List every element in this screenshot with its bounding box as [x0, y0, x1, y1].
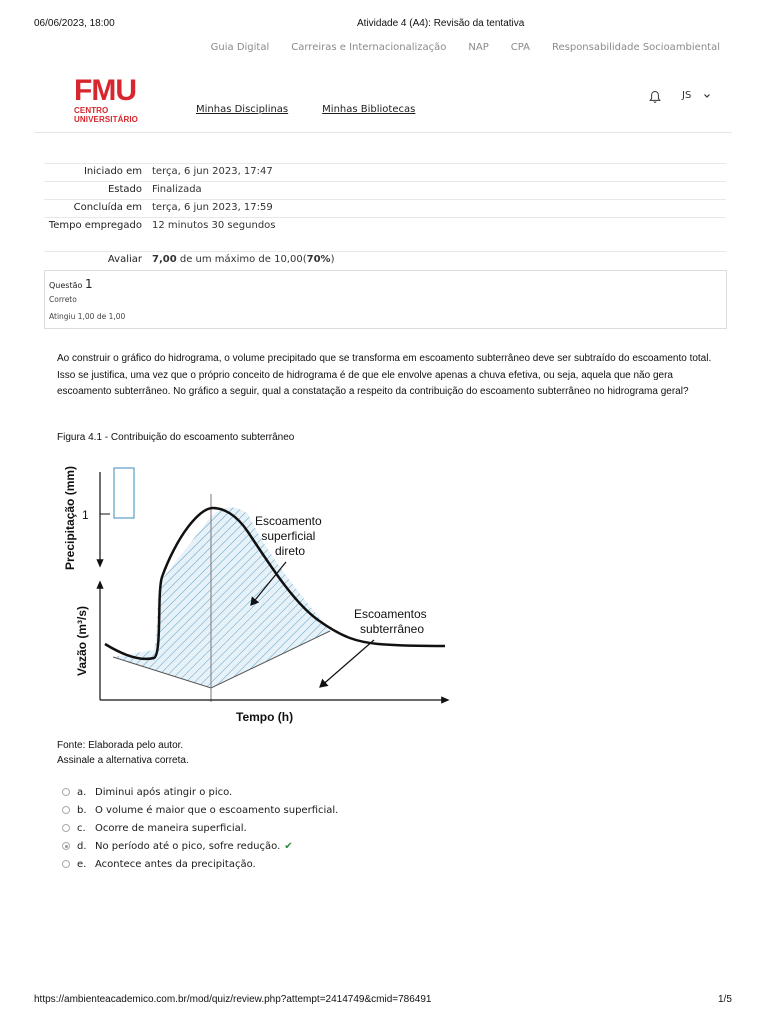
answer-text: No período até o pico, sofre redução.: [95, 840, 281, 852]
summary-label: Avaliar: [107, 254, 142, 265]
answer-options: [62, 783, 338, 873]
question-grade: Atingiu 1,00 de 1,00: [49, 312, 126, 321]
grade-end: ): [330, 254, 335, 265]
summary-value: 12 minutos 30 segundos: [152, 220, 276, 231]
link-responsabilidade[interactable]: Responsabilidade Socioambiental: [551, 42, 720, 53]
grade-percent: 70%: [306, 254, 331, 265]
radio-e[interactable]: [62, 860, 70, 868]
baseflow-label-line: Escoamentos: [353, 607, 427, 621]
baseflow-label: [354, 607, 430, 636]
instruction: Assinale a alternativa correta.: [57, 755, 189, 766]
link-cpa[interactable]: CPA: [510, 42, 530, 53]
summary-value: terça, 6 jun 2023, 17:59: [152, 202, 273, 213]
bell-icon[interactable]: [649, 90, 661, 104]
answer-letter: c.: [77, 822, 86, 834]
question-num: 1: [84, 277, 93, 291]
answer-text: Diminui após atingir o pico.: [95, 786, 233, 798]
precipitation-bar: [114, 468, 134, 518]
fmu-logo[interactable]: [74, 74, 166, 124]
baseflow-label-line: subterrâneo: [359, 622, 425, 636]
question-text: Ao construir o gráfico do hidrograma, o volume precipitado que se transforma em escoamento subterrâneo deve ser subtraído do escoamento total. Isso se justifica, uma vez que o próprio conceito de hidrograma é de que ele envolve apenas a chuva efetiva, ou seja, aquela que não gera escoamento subterrâneo. No gráfico a seguir, qual a constatação a respeito da contribuição do escoamento subterrâneo no hidrograma geral?: [57, 353, 712, 397]
answer-text: O volume é maior que o escoamento superficial.: [95, 804, 339, 816]
grade-score: 7,00: [152, 254, 177, 265]
direct-runoff-label-line: Escoamento: [254, 514, 322, 528]
print-url: https://ambienteacademico.com.br/mod/quiz/review.php?attempt=2414749&cmid=786491: [34, 994, 432, 1005]
top-links: [211, 42, 720, 53]
time-axis-label: Tempo (h): [236, 710, 294, 724]
link-guia-digital[interactable]: Guia Digital: [210, 42, 270, 53]
user-initials: JS: [682, 90, 692, 101]
summary-value: Finalizada: [152, 184, 202, 195]
check-icon: ✔: [284, 840, 293, 852]
answer-letter: b.: [77, 804, 87, 816]
figure-caption: Figura 4.1 - Contribuição do escoamento subterrâneo: [57, 432, 295, 443]
question-info: [44, 270, 727, 329]
direct-runoff-label-line: superficial: [261, 529, 316, 543]
answer-option-b[interactable]: [62, 801, 338, 819]
radio-d[interactable]: [62, 842, 70, 850]
summary-row-started: [44, 163, 726, 181]
radio-c[interactable]: [62, 824, 70, 832]
question-number: [49, 277, 93, 291]
summary-label: Estado: [107, 184, 142, 195]
figure-source-block: [57, 738, 189, 768]
summary-label: Tempo empregado: [48, 220, 142, 231]
link-carreiras[interactable]: Carreiras e Internacionalização: [291, 42, 447, 53]
summary-row-completed: [44, 199, 726, 217]
figure-source: Fonte: Elaborada pelo autor.: [57, 740, 184, 751]
nav-minhas-disciplinas[interactable]: Minhas Disciplinas: [196, 104, 289, 115]
attempt-summary: [44, 163, 726, 274]
summary-value: terça, 6 jun 2023, 17:47: [152, 166, 273, 177]
grade-middle: de um máximo de 10,00(: [176, 254, 307, 265]
answer-letter: d.: [77, 840, 87, 852]
direct-runoff-label-line: direto: [274, 544, 306, 558]
summary-row-state: [44, 181, 726, 199]
answer-text: Ocorre de maneira superficial.: [95, 822, 247, 834]
chevron-down-icon: [703, 90, 711, 102]
flow-axis-label: Vazão (m³/s): [75, 605, 89, 676]
nav-minhas-bibliotecas[interactable]: Minhas Bibliotecas: [322, 104, 416, 115]
header-divider: [34, 132, 732, 133]
hydrograph-figure: [58, 462, 458, 732]
main-nav: [196, 104, 415, 115]
answer-text: Acontece antes da precipitação.: [95, 858, 256, 870]
question-status: Correto: [49, 295, 77, 304]
print-datetime: 06/06/2023, 18:00: [34, 18, 115, 29]
print-title: Atividade 4 (A4): Revisão da tentativa: [357, 18, 525, 29]
precip-axis-label: Precipitação (mm): [63, 465, 77, 570]
logo-subtitle: CENTRO UNIVERSITÁRIO: [74, 106, 138, 124]
answer-option-a[interactable]: [62, 783, 338, 801]
print-page: 1/5: [718, 994, 732, 1005]
summary-row-time: [44, 217, 726, 251]
user-menu[interactable]: [682, 90, 711, 102]
answer-option-e[interactable]: [62, 855, 338, 873]
baseflow-arrow: [320, 640, 374, 687]
answer-letter: e.: [77, 858, 87, 870]
answer-option-c[interactable]: [62, 819, 338, 837]
logo-text: FMU: [74, 74, 136, 107]
radio-a[interactable]: [62, 788, 70, 796]
radio-b[interactable]: [62, 806, 70, 814]
grade-value: [152, 253, 334, 267]
question-prefix: Questão: [49, 281, 83, 290]
summary-label: Iniciado em: [83, 166, 142, 177]
summary-label: Concluída em: [73, 202, 142, 213]
answer-letter: a.: [77, 786, 87, 798]
answer-option-d[interactable]: [62, 837, 338, 855]
precip-tick-label: 1: [82, 508, 89, 522]
link-nap[interactable]: NAP: [468, 42, 489, 53]
